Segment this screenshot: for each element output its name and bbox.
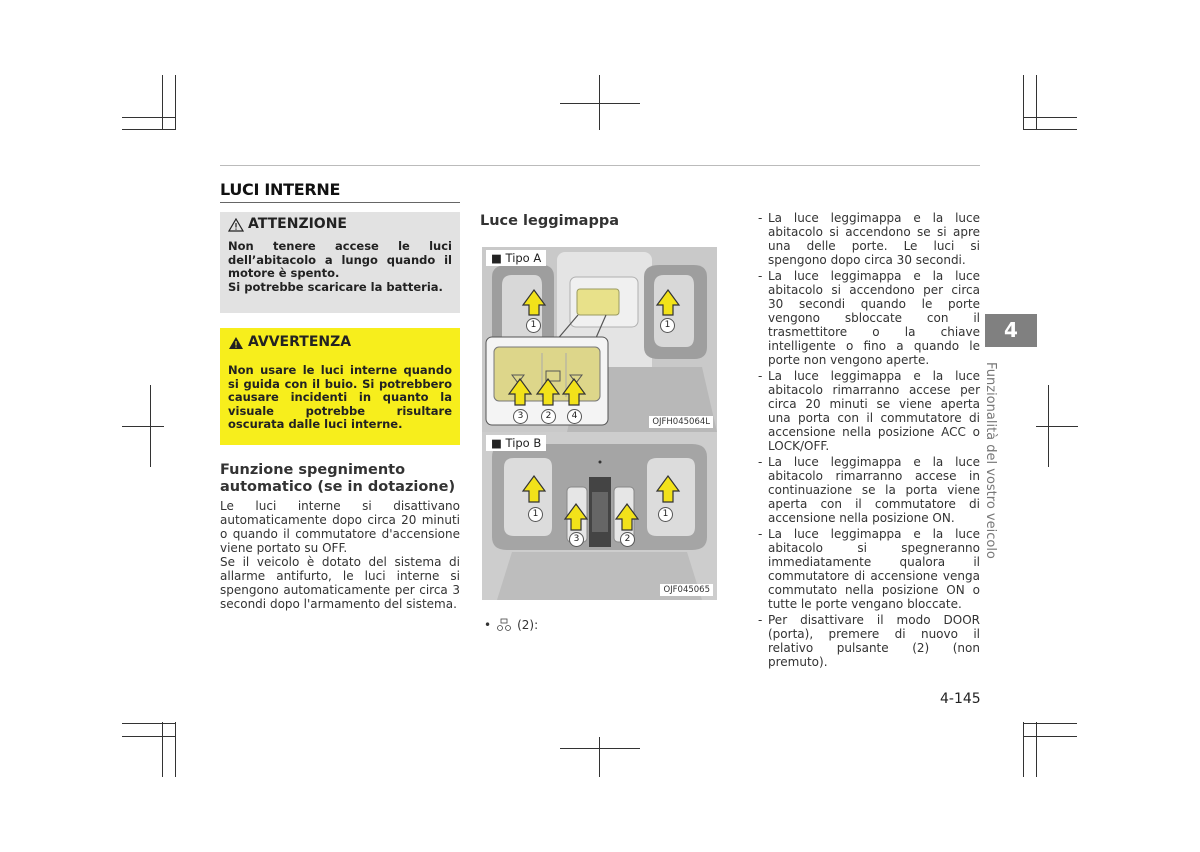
door-mode-icon xyxy=(495,618,513,632)
crop-mark xyxy=(162,722,163,777)
warning-box xyxy=(220,328,460,445)
auto-off-paragraph-1: Le luci interne si disattivano automaticamente dopo circa 20 minuti o quando il commutatore d'accensione viene portato su OFF. xyxy=(220,499,460,555)
crop-mark xyxy=(175,75,176,130)
caution-outline-icon xyxy=(228,218,244,232)
figure-b-label: ■ Tipo B xyxy=(486,435,546,451)
callout-number: 2 xyxy=(541,409,556,424)
section-underline xyxy=(220,202,460,203)
list-item: - La luce leggimappa e la luce abitacolo rimarranno accese per circa 20 minuti se viene aperta una porta con il commutatore di accensione nella posizione ACC o LOCK/OFF. xyxy=(758,369,980,453)
chapter-side-title: Funzionalità del vostro veicolo xyxy=(983,362,998,559)
bullet-dot: • xyxy=(484,618,492,632)
crop-mark xyxy=(560,748,640,749)
figure-a-code: OJFH045064L xyxy=(649,416,713,428)
map-light-heading: Luce leggimappa xyxy=(480,213,620,229)
list-item: - La luce leggimappa e la luce abitacolo si accendono per circa 30 secondi quando le porte vengono sbloccate con il trasmettitore o la chiave intelligente o fino a quando le porte non vengono aperte. xyxy=(758,269,980,367)
chapter-side-title-wrapper xyxy=(983,362,1012,567)
crop-mark xyxy=(1023,736,1077,737)
callout-number: 3 xyxy=(513,409,528,424)
auto-off-heading: Funzione spegnimento automatico (se in dotazione) xyxy=(220,462,456,495)
overhead-console-b-illustration xyxy=(482,432,717,600)
crop-mark xyxy=(1036,426,1078,427)
callout-number: 4 xyxy=(567,409,582,424)
callout-number: 2 xyxy=(620,532,635,547)
crop-mark xyxy=(175,722,176,777)
overhead-console-a-illustration xyxy=(482,247,717,432)
attention-box xyxy=(220,212,460,313)
crop-mark xyxy=(1023,75,1024,130)
figure-b-code: OJF045065 xyxy=(660,584,713,596)
crop-mark xyxy=(1023,723,1077,724)
crop-mark xyxy=(122,129,175,130)
crop-mark xyxy=(1023,117,1077,118)
door-mode-text: (2): xyxy=(517,618,539,632)
warning-filled-icon xyxy=(228,336,244,350)
section-title: LUCI INTERNE xyxy=(220,180,341,199)
list-item: - La luce leggimappa e la luce abitacolo si spegneranno immediatamente qualora il commutatore di accensione venga commutato nella posizione ON o tutte le porte vengano bloccate. xyxy=(758,527,980,611)
crop-mark xyxy=(122,426,164,427)
crop-mark xyxy=(162,75,163,130)
door-mode-bullet xyxy=(484,618,538,632)
list-item: - La luce leggimappa e la luce abitacolo rimarranno accese in continuazione se la porta viene aperta con il commutatore di accensione nella posizione ON. xyxy=(758,455,980,525)
page-number: 4-145 xyxy=(940,691,981,707)
crop-mark xyxy=(599,737,600,777)
callout-number: 1 xyxy=(658,507,673,522)
warning-header xyxy=(220,328,460,354)
crop-mark xyxy=(1023,722,1024,777)
chapter-tab: 4 xyxy=(985,314,1037,347)
figure-a-label: ■ Tipo A xyxy=(486,250,546,266)
top-rule xyxy=(220,165,980,166)
crop-mark xyxy=(122,723,175,724)
warning-title: AVVERTENZA xyxy=(248,334,352,351)
list-item: - Per disattivare il modo DOOR (porta), premere di nuovo il relativo pulsante (2) (non premuto). xyxy=(758,613,980,669)
attention-text: Non tenere accese le luci dell’abitacolo a lungo quando il motore è spento. Si potrebbe scaricare la batteria. xyxy=(228,239,452,294)
map-light-behaviour-list xyxy=(758,211,980,671)
crop-mark xyxy=(560,103,640,104)
callout-number: 3 xyxy=(569,532,584,547)
attention-header xyxy=(220,212,460,236)
crop-mark xyxy=(122,736,175,737)
figure-type-a xyxy=(482,247,717,432)
crop-mark xyxy=(1023,129,1077,130)
callout-number: 1 xyxy=(660,318,675,333)
list-item: - La luce leggimappa e la luce abitacolo si accendono se si apre una delle porte. Le luci si spengono dopo circa 30 secondi. xyxy=(758,211,980,267)
crop-mark xyxy=(1036,722,1037,777)
crop-mark xyxy=(1036,75,1037,130)
attention-title: ATTENZIONE xyxy=(248,216,347,233)
auto-off-paragraph-2: Se il veicolo è dotato del sistema di allarme antifurto, le luci interne si spengono automaticamente per circa 3 secondi dopo l'armamento del sistema. xyxy=(220,555,460,611)
callout-number: 1 xyxy=(526,318,541,333)
figure-type-b xyxy=(482,432,717,600)
callout-number: 1 xyxy=(528,507,543,522)
warning-text: Non usare le luci interne quando si guida con il buio. Si potrebbero causare incidenti in quanto la visuale potrebbe risultare oscurata dalle luci interne. xyxy=(228,363,452,431)
crop-mark xyxy=(122,117,175,118)
